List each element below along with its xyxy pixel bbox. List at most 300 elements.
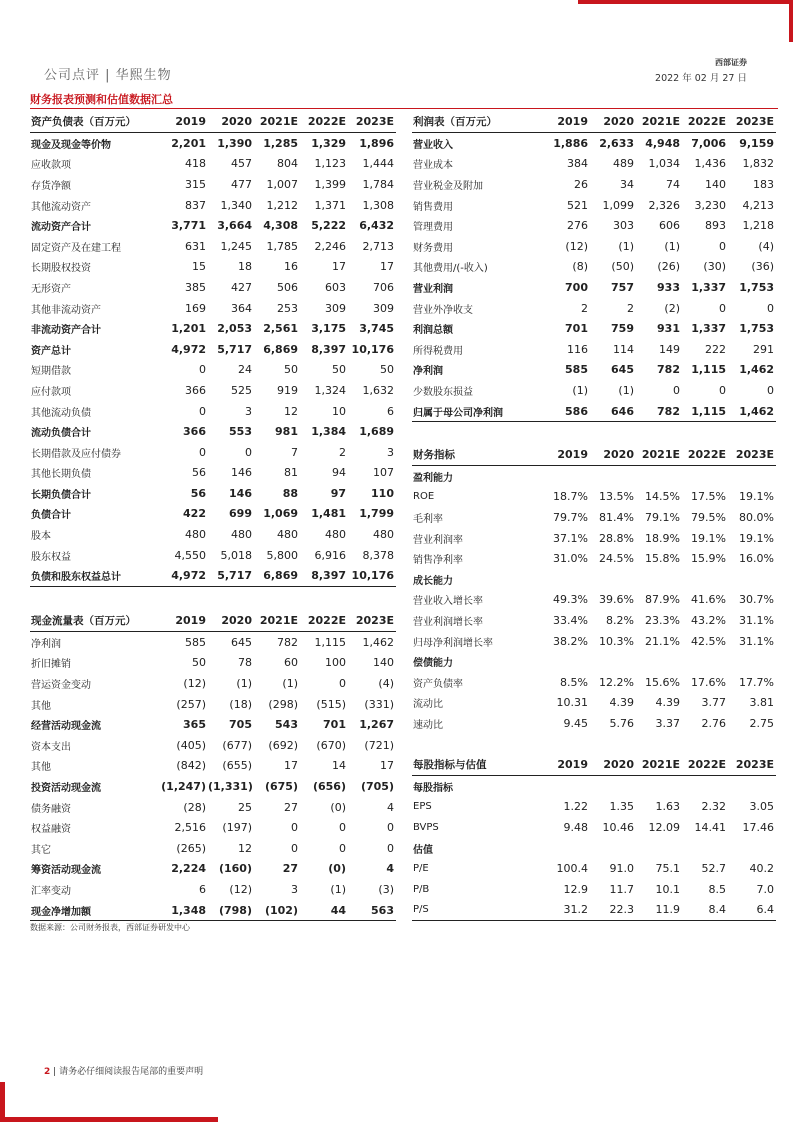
cell-value: 4,213 xyxy=(742,198,774,212)
cell-value: 1,399 xyxy=(314,177,346,191)
row-label: 折旧摊销 xyxy=(31,659,71,671)
row-label: 其他长期负债 xyxy=(31,469,91,481)
cell-value: 477 xyxy=(231,177,252,191)
table-row xyxy=(412,548,776,569)
cell-value: 1,832 xyxy=(742,157,774,171)
row-label: 流动比 xyxy=(413,699,443,711)
row-label: 净利润 xyxy=(31,638,61,650)
cell-value: 585 xyxy=(185,635,206,649)
table-row xyxy=(412,318,776,339)
cell-value: 701 xyxy=(323,718,346,732)
row-label: 成长能力 xyxy=(413,575,453,587)
cell-value: 116 xyxy=(567,342,588,356)
row-label: 流动资产合计 xyxy=(31,222,91,234)
cell-value: 366 xyxy=(185,383,206,397)
cell-value: 1,267 xyxy=(359,718,394,732)
table-row xyxy=(412,174,776,195)
cell-value: 2020 xyxy=(590,444,636,466)
table-row xyxy=(30,756,396,777)
cell-value: 6.4 xyxy=(728,900,776,921)
cell-value: 34 xyxy=(620,177,634,191)
cell-value: 315 xyxy=(185,177,206,191)
cell-value: 2020 xyxy=(590,754,636,776)
cell-value: 2023E xyxy=(728,754,776,776)
cell-value: 365 xyxy=(183,718,206,732)
cell-value: 146 xyxy=(231,466,252,480)
cell-value: 79.1% xyxy=(645,510,680,524)
cell-value: 291 xyxy=(753,342,774,356)
corner-decoration-top-right-vertical xyxy=(789,0,793,42)
cell-value: 4 xyxy=(387,800,394,814)
cell-value: 5,018 xyxy=(220,548,252,562)
corner-decoration-top-right xyxy=(578,0,793,4)
cell-value: (1) xyxy=(664,239,680,253)
row-label: 盈利能力 xyxy=(413,472,453,484)
cell-value: 2,224 xyxy=(171,862,206,876)
report-type: 公司点评 | 华熙生物 xyxy=(44,68,172,83)
cell-value: 114 xyxy=(613,342,634,356)
row-label: 偿债能力 xyxy=(413,658,453,670)
cell-value: 97 xyxy=(330,486,346,500)
cell-value: (18) xyxy=(229,697,252,711)
cell-value: 2 xyxy=(581,301,588,315)
cell-value: 480 xyxy=(231,528,252,542)
row-label: 资产负债率 xyxy=(413,678,463,690)
table-row xyxy=(30,483,396,504)
cell-value: 4,972 xyxy=(156,565,208,586)
row-label: 筹资活动现金流 xyxy=(31,865,101,877)
table-header-row xyxy=(30,111,396,133)
cell-value: 5,222 xyxy=(311,219,346,233)
page-number: 2 xyxy=(44,1067,51,1077)
table-row xyxy=(412,879,776,900)
table-header-row xyxy=(412,111,776,133)
row-label: EPS xyxy=(413,801,432,813)
cell-value: 24.5% xyxy=(599,552,634,566)
cell-value xyxy=(728,838,776,859)
cell-value: 893 xyxy=(705,219,726,233)
row-label: 财务费用 xyxy=(413,242,453,254)
cell-value: (4) xyxy=(378,676,394,690)
cell-value: 645 xyxy=(611,363,634,377)
row-label: 应付款项 xyxy=(31,386,71,398)
cell-value: (675) xyxy=(264,779,298,793)
table-row xyxy=(412,133,776,154)
table-row xyxy=(30,900,396,921)
row-label: 其他流动负债 xyxy=(31,407,91,419)
cell-value: 3,175 xyxy=(311,322,346,336)
cell-value: (28) xyxy=(183,800,206,814)
cell-value: 0 xyxy=(245,445,252,459)
cell-value: 17.6% xyxy=(691,675,726,689)
cell-value: 303 xyxy=(613,219,634,233)
cell-value xyxy=(636,776,682,797)
table-row xyxy=(412,466,776,487)
cell-value: 2022E xyxy=(300,111,348,133)
brand-name: 西部证券 xyxy=(715,58,747,67)
row-label: 投资活动现金流 xyxy=(31,782,101,794)
cell-value: 80.0% xyxy=(739,510,774,524)
cell-value: 140 xyxy=(705,177,726,191)
row-label: 权益融资 xyxy=(31,824,71,836)
table-row xyxy=(30,360,396,381)
row-label: 每股指标与估值 xyxy=(412,754,536,776)
row-label: 股东权益 xyxy=(31,551,71,563)
table-row xyxy=(412,569,776,590)
cell-value: 480 xyxy=(277,528,298,542)
corner-decoration-bottom-left xyxy=(0,1117,218,1122)
row-label: 所得税费用 xyxy=(413,345,463,357)
cell-value: 0 xyxy=(339,821,346,835)
cell-value: 699 xyxy=(229,507,252,521)
cell-value: 2,053 xyxy=(217,322,252,336)
row-label: 归母净利润增长率 xyxy=(413,637,493,649)
cell-value: (692) xyxy=(268,738,298,752)
cell-value: 3,230 xyxy=(694,198,726,212)
cell-value xyxy=(590,651,636,672)
cell-value: 701 xyxy=(565,322,588,336)
cell-value: 0 xyxy=(291,821,298,835)
cell-value: 705 xyxy=(229,718,252,732)
cell-value: 222 xyxy=(705,342,726,356)
cell-value: 4,972 xyxy=(171,342,206,356)
cell-value: 52.7 xyxy=(701,862,726,876)
table-row xyxy=(30,442,396,463)
cell-value: 1,034 xyxy=(648,157,680,171)
cell-value: 1.63 xyxy=(655,800,680,814)
cell-value: 1,462 xyxy=(728,401,776,422)
cell-value: 384 xyxy=(567,157,588,171)
table-row xyxy=(30,694,396,715)
table-row xyxy=(30,879,396,900)
cell-value: 919 xyxy=(277,383,298,397)
cell-value: 21.1% xyxy=(645,634,680,648)
cell-value: 782 xyxy=(636,401,682,422)
cell-value xyxy=(536,651,590,672)
cell-value: 1,201 xyxy=(171,322,206,336)
cell-value: 1,123 xyxy=(314,157,346,171)
cell-value: 14.41 xyxy=(694,820,726,834)
cell-value xyxy=(536,569,590,590)
cell-value: 2022E xyxy=(682,754,728,776)
cell-value: 3,745 xyxy=(359,322,394,336)
cell-value: 4 xyxy=(386,862,394,876)
cell-value: 4,308 xyxy=(263,219,298,233)
cell-value: 757 xyxy=(611,280,634,294)
cell-value: 3.37 xyxy=(655,716,680,730)
cell-value: 12 xyxy=(238,841,252,855)
cell-value: 2023E xyxy=(728,111,776,133)
cell-value: 2,246 xyxy=(314,239,346,253)
row-label: 固定资产及在建工程 xyxy=(31,242,121,254)
cell-value: 0 xyxy=(339,676,346,690)
row-label: 长期借款及应付债券 xyxy=(31,448,121,460)
row-label: 流动负债合计 xyxy=(31,428,91,440)
cell-value: 364 xyxy=(231,301,252,315)
cell-value: (798) xyxy=(208,900,254,921)
row-label: 管理费用 xyxy=(413,222,453,234)
cell-value: 2,516 xyxy=(174,821,206,835)
cell-value: 0 xyxy=(767,301,774,315)
row-label: ROE xyxy=(413,491,435,503)
cell-value: 9,159 xyxy=(739,136,774,150)
cell-value: 6,432 xyxy=(359,219,394,233)
cell-value: 16.0% xyxy=(739,552,774,566)
cell-value: 253 xyxy=(277,301,298,315)
cell-value: 50 xyxy=(192,656,206,670)
cell-value: 1,632 xyxy=(362,383,394,397)
cell-value: 0 xyxy=(719,301,726,315)
row-label: 速动比 xyxy=(413,719,443,731)
cell-value: (677) xyxy=(222,738,252,752)
table-row xyxy=(412,900,776,921)
row-label: 汇率变动 xyxy=(31,885,71,897)
table-row xyxy=(412,713,776,734)
row-label: 销售费用 xyxy=(413,201,453,213)
cell-value xyxy=(536,838,590,859)
cell-value: 79.7% xyxy=(553,510,588,524)
table-row xyxy=(30,236,396,257)
cell-value: 309 xyxy=(373,301,394,315)
cell-value: 1,753 xyxy=(739,322,774,336)
table-row xyxy=(412,401,776,422)
table-row xyxy=(30,545,396,566)
cell-value: 1,308 xyxy=(362,198,394,212)
cell-value: 7 xyxy=(291,445,298,459)
row-label: P/S xyxy=(412,900,536,921)
cell-value: 81.4% xyxy=(599,510,634,524)
cell-value xyxy=(590,466,636,487)
cell-value: (515) xyxy=(316,697,346,711)
cell-value: 4.39 xyxy=(609,696,634,710)
cell-value xyxy=(682,651,728,672)
cell-value: 1,212 xyxy=(266,198,298,212)
page-footer xyxy=(44,1064,203,1077)
table-row xyxy=(412,776,776,797)
cell-value: 1,896 xyxy=(359,136,394,150)
cell-value: 782 xyxy=(657,363,680,377)
row-label: 现金净增加额 xyxy=(30,900,156,921)
cell-value: 22.3 xyxy=(590,900,636,921)
cell-value: 33.4% xyxy=(553,613,588,627)
cell-value: 74 xyxy=(666,177,680,191)
cell-value: 3,771 xyxy=(171,219,206,233)
table-header-row xyxy=(412,444,776,466)
cell-value: 18.7% xyxy=(553,490,588,504)
cell-value: 50 xyxy=(284,363,298,377)
corner-decoration-bottom-left-vertical xyxy=(0,1082,5,1122)
cell-value: 146 xyxy=(229,486,252,500)
cell-value: 10.3% xyxy=(599,634,634,648)
cell-value: 44 xyxy=(300,900,348,921)
cell-value: 2019 xyxy=(536,111,590,133)
cell-value: 3 xyxy=(387,445,394,459)
table-row xyxy=(412,838,776,859)
cell-value: (705) xyxy=(360,779,394,793)
table-row xyxy=(412,487,776,508)
cell-value: (30) xyxy=(703,260,726,274)
cell-value xyxy=(682,838,728,859)
cell-value: 309 xyxy=(325,301,346,315)
cell-value: 1,753 xyxy=(739,280,774,294)
table-row xyxy=(412,797,776,818)
cell-value: 2022E xyxy=(300,610,348,632)
footer-separator: | xyxy=(53,1067,57,1077)
row-label: 现金流量表（百万元） xyxy=(30,610,156,632)
row-label: 资产负债表（百万元） xyxy=(30,111,156,133)
row-label: 经营活动现金流 xyxy=(31,721,101,733)
cell-value: 19.1% xyxy=(739,490,774,504)
table-row xyxy=(30,174,396,195)
row-label: 销售净利率 xyxy=(413,555,463,567)
cell-value: (160) xyxy=(218,862,252,876)
cell-value xyxy=(682,466,728,487)
cell-value xyxy=(536,776,590,797)
cell-value: 1,337 xyxy=(691,280,726,294)
cell-value: 837 xyxy=(185,198,206,212)
table-row xyxy=(30,524,396,545)
row-label: 其它 xyxy=(31,844,51,856)
cell-value: 11.7 xyxy=(609,882,634,896)
cell-value: 10,176 xyxy=(348,565,396,586)
cell-value xyxy=(728,651,776,672)
row-label: 应收款项 xyxy=(31,160,71,172)
cell-value: 40.2 xyxy=(749,862,774,876)
cell-value: 1,348 xyxy=(156,900,208,921)
cell-value: 2 xyxy=(627,301,634,315)
cell-value: 50 xyxy=(380,363,394,377)
cell-value: 14 xyxy=(332,759,346,773)
cell-value xyxy=(536,466,590,487)
cell-value: 0 xyxy=(199,445,206,459)
row-label: 现金及现金等价物 xyxy=(31,139,111,151)
table-row xyxy=(412,590,776,611)
row-label: 股本 xyxy=(31,531,51,543)
cell-value: (2) xyxy=(664,301,680,315)
row-label: 营业利润率 xyxy=(413,534,463,546)
cell-value xyxy=(636,466,682,487)
cell-value: 1,886 xyxy=(553,136,588,150)
cell-value: 457 xyxy=(231,157,252,171)
cell-value: 489 xyxy=(613,157,634,171)
cell-value: 17.5% xyxy=(691,490,726,504)
cell-value: (36) xyxy=(751,260,774,274)
cell-value: (405) xyxy=(176,738,206,752)
cell-value: 110 xyxy=(371,486,394,500)
table-row xyxy=(412,277,776,298)
row-label: 存货净额 xyxy=(31,180,71,192)
cell-value: 1,390 xyxy=(217,136,252,150)
row-label: 营业利润增长率 xyxy=(413,616,483,628)
cell-value: 1,371 xyxy=(314,198,346,212)
cell-value: 2019 xyxy=(536,754,590,776)
cell-value: 0 xyxy=(767,383,774,397)
cell-value: (197) xyxy=(222,821,252,835)
cell-value: 17.46 xyxy=(742,820,774,834)
cell-value: 933 xyxy=(657,280,680,294)
cell-value: 2021E xyxy=(254,111,300,133)
cell-value: (1) xyxy=(282,676,298,690)
row-label: 非流动资产合计 xyxy=(31,325,101,337)
cell-value: 276 xyxy=(567,219,588,233)
cell-value: 15.9% xyxy=(691,552,726,566)
cell-value: 19.1% xyxy=(739,531,774,545)
cell-value: (8) xyxy=(572,260,588,274)
cell-value: 1,007 xyxy=(266,177,298,191)
row-label: P/B xyxy=(413,883,430,895)
row-label: BVPS xyxy=(413,821,439,833)
row-label: 其他非流动资产 xyxy=(31,304,101,316)
cell-value: 1,462 xyxy=(362,635,394,649)
cell-value: 1,799 xyxy=(359,507,394,521)
cell-value: 1,218 xyxy=(742,219,774,233)
table-row xyxy=(30,776,396,797)
cell-value: 49.3% xyxy=(553,593,588,607)
table-row xyxy=(412,339,776,360)
cell-value: 19.1% xyxy=(691,531,726,545)
cell-value: 0 xyxy=(387,821,394,835)
cell-value: 3,664 xyxy=(217,219,252,233)
row-label: 营运资金变动 xyxy=(31,679,91,691)
cell-value: 23.3% xyxy=(645,613,680,627)
cell-value: 50 xyxy=(332,363,346,377)
row-label: 估值 xyxy=(413,844,433,856)
cell-value: 8,397 xyxy=(311,342,346,356)
cell-value: (331) xyxy=(364,697,394,711)
cell-value: 5,717 xyxy=(217,342,252,356)
cell-value: 706 xyxy=(373,280,394,294)
row-label: 长期负债合计 xyxy=(31,489,91,501)
cell-value: 30.7% xyxy=(739,593,774,607)
row-label: 长期股权投资 xyxy=(31,263,91,275)
table-row xyxy=(412,215,776,236)
row-label: 毛利率 xyxy=(413,513,443,525)
cell-value: 81 xyxy=(284,466,298,480)
cell-value: 87.9% xyxy=(645,593,680,607)
table-row xyxy=(412,610,776,631)
cell-value: 9.48 xyxy=(563,820,588,834)
cell-value: 1.35 xyxy=(609,800,634,814)
cell-value: 17.7% xyxy=(739,675,774,689)
cell-value: 10.1 xyxy=(655,882,680,896)
cell-value: 12 xyxy=(284,404,298,418)
cell-value: 14.5% xyxy=(645,490,680,504)
cell-value: 2023E xyxy=(348,111,396,133)
cell-value: 603 xyxy=(325,280,346,294)
cell-value: 75.1 xyxy=(655,862,680,876)
row-label: 其他费用/(-收入) xyxy=(413,263,488,275)
cell-value: 31.1% xyxy=(739,613,774,627)
row-label: 其他 xyxy=(31,762,51,774)
cell-value: 13.5% xyxy=(599,490,634,504)
cell-value: (656) xyxy=(312,779,346,793)
cell-value: 38.2% xyxy=(553,634,588,648)
table-row xyxy=(30,504,396,525)
cell-value: 10,176 xyxy=(351,342,394,356)
cell-value: 2020 xyxy=(590,111,636,133)
cell-value: (1) xyxy=(330,882,346,896)
table-row xyxy=(30,632,396,653)
table-row xyxy=(30,298,396,319)
cell-value: 88 xyxy=(282,486,298,500)
cell-value: 1,444 xyxy=(362,157,394,171)
row-label: 营业收入增长率 xyxy=(413,596,483,608)
cell-value: 12.09 xyxy=(648,820,680,834)
cell-value: 1,436 xyxy=(694,157,726,171)
cell-value: 6,916 xyxy=(314,548,346,562)
cell-value: (12) xyxy=(229,882,252,896)
cell-value: 31.1% xyxy=(739,634,774,648)
